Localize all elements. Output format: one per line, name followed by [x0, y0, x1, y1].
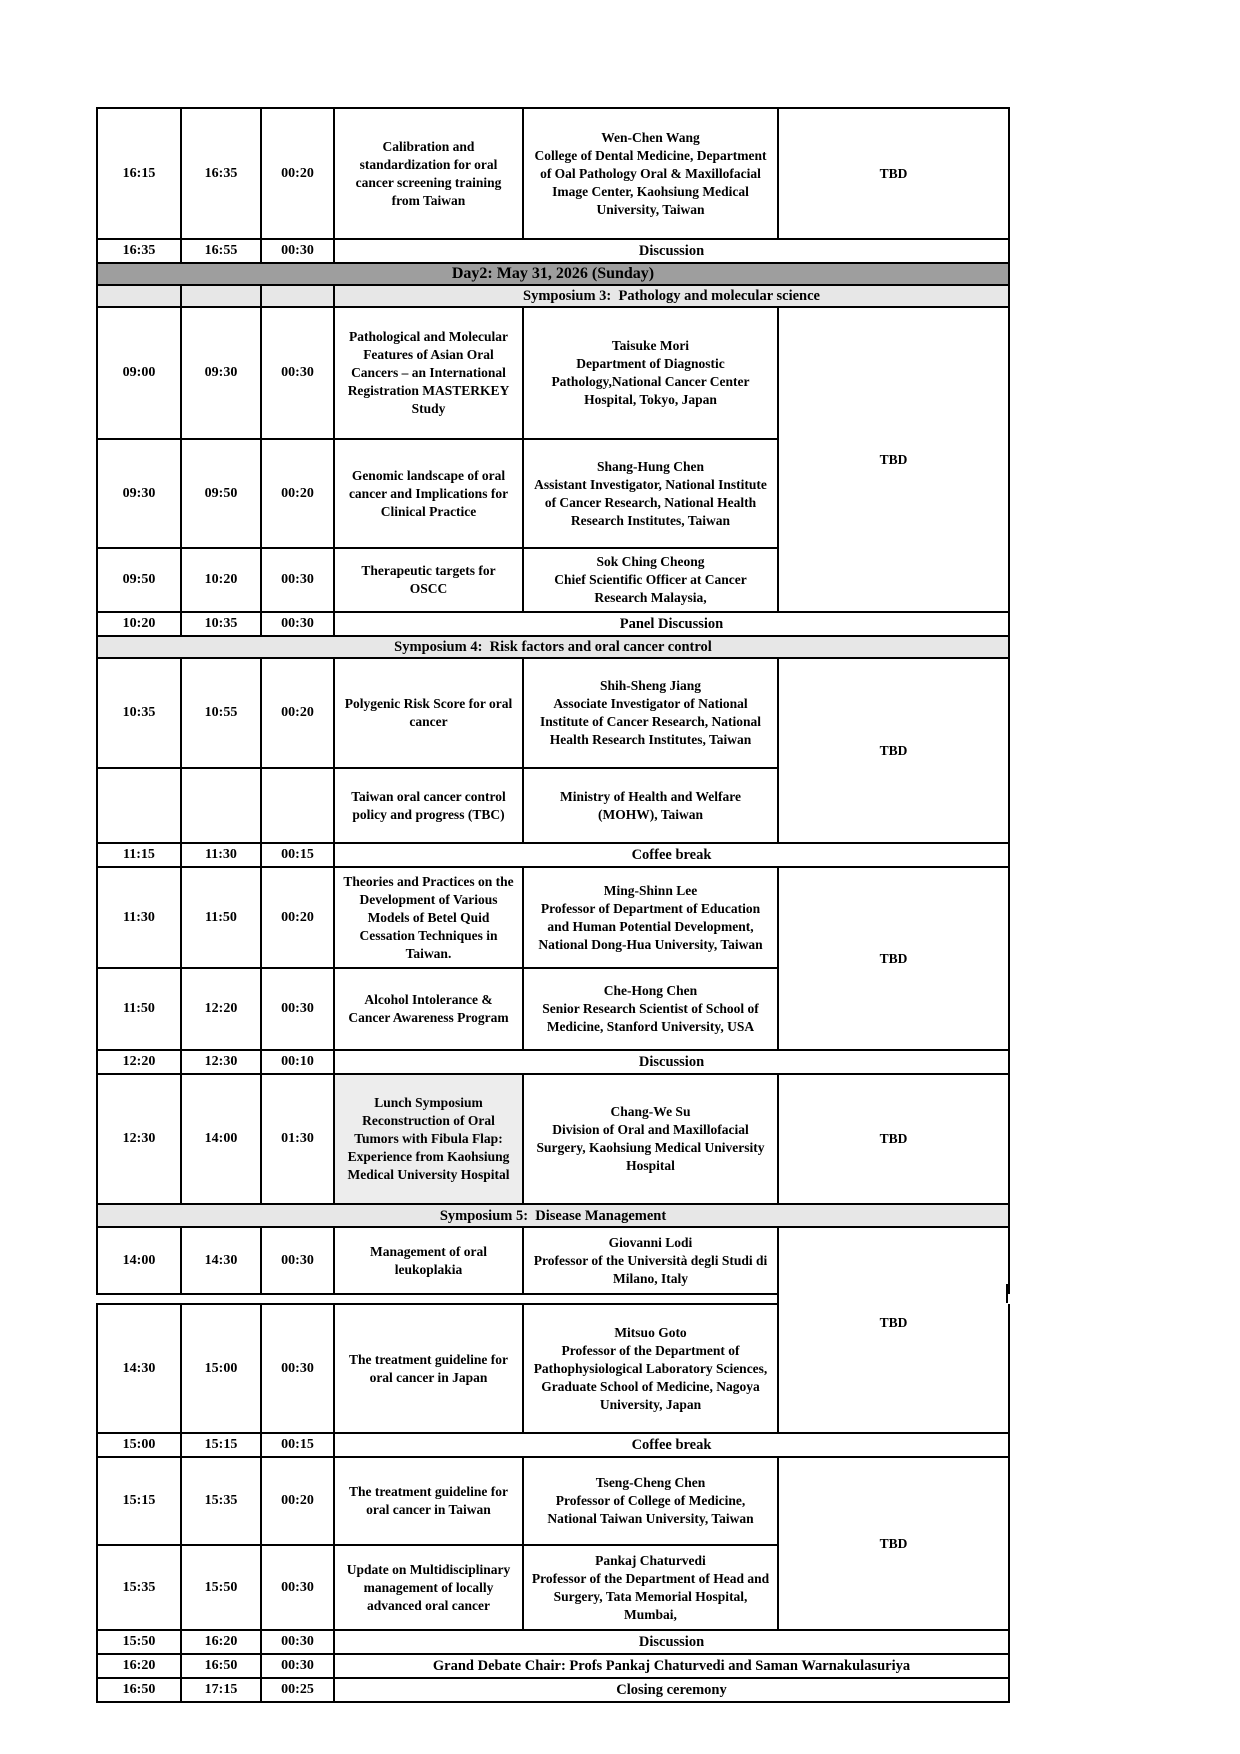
end-time: 09:50 — [181, 439, 261, 548]
tbd-cell: TBD — [778, 867, 1009, 1050]
speaker-affiliation: Division of Oral and Maxillofacial Surgery, Kaohsiung Medical University Hospital — [536, 1122, 765, 1173]
symposium4-header-row — [97, 636, 1009, 658]
speaker-cell — [523, 658, 778, 768]
end-time: 10:20 — [181, 548, 261, 612]
coffee-break-label: Coffee break — [334, 1433, 1009, 1457]
discussion-row-1550 — [97, 1630, 1009, 1654]
empty-cell — [97, 768, 181, 843]
session-title: Polygenic Risk Score for oral cancer — [334, 658, 523, 768]
speaker-name: Sok Ching Cheong — [596, 554, 705, 569]
speaker-name: Chang-We Su — [610, 1104, 691, 1119]
speaker-cell — [523, 1545, 778, 1630]
duration: 00:25 — [261, 1678, 334, 1702]
symposium4-header: Symposium 4: Risk factors and oral cancer control — [97, 636, 1009, 658]
session-title: Alcohol Intolerance & Cancer Awareness Program — [334, 968, 523, 1050]
speaker-affiliation: Professor of the Department of Pathophysiological Laboratory Sciences, Graduate School of Medicine, Nagoya University, Japan — [533, 1342, 768, 1412]
coffee-break-row-1115 — [97, 843, 1009, 867]
duration: 00:30 — [261, 1630, 334, 1654]
coffee-break-label: Coffee break — [334, 843, 1009, 867]
session-row-1400 — [97, 1227, 1009, 1294]
table-break-left-border — [777, 1284, 779, 1303]
day2-banner-row — [97, 263, 1009, 285]
grand-debate-row — [97, 1654, 1009, 1678]
tbd-cell: TBD — [778, 658, 1009, 843]
speaker-name: Pankaj Chaturvedi — [595, 1552, 706, 1568]
speaker-cell — [523, 548, 778, 612]
speaker-name: Ming-Shinn Lee — [603, 882, 698, 898]
session-title: Genomic landscape of oral cancer and Implications for Clinical Practice — [334, 439, 523, 548]
symposium5-header: Symposium 5: Disease Management — [97, 1204, 1009, 1227]
end-time: 16:55 — [181, 239, 261, 263]
duration: 00:30 — [261, 307, 334, 439]
duration: 01:30 — [261, 1074, 334, 1204]
speaker-affiliation: Department of Diagnostic Pathology,National Cancer Center Hospital, Tokyo, Japan — [551, 356, 750, 407]
tbd-cell-continued — [778, 1227, 1009, 1294]
start-time: 15:00 — [97, 1433, 181, 1457]
session-row-1130 — [97, 867, 1009, 968]
discussion-label: Discussion — [334, 239, 1009, 263]
symposium3-header: Symposium 3: Pathology and molecular science — [334, 285, 1009, 307]
session-title: Management of oral leukoplakia — [334, 1227, 523, 1294]
empty-cell — [97, 285, 181, 307]
symposium3-header-row — [97, 285, 1009, 307]
end-time: 16:35 — [181, 108, 261, 239]
session-row-1515 — [97, 1457, 1009, 1545]
end-time: 14:30 — [181, 1227, 261, 1294]
discussion-row-1220 — [97, 1050, 1009, 1074]
duration: 00:30 — [261, 548, 334, 612]
end-time: 14:00 — [181, 1074, 261, 1204]
start-time: 16:50 — [97, 1678, 181, 1702]
speaker-cell — [523, 439, 778, 548]
table-break-right-border — [1006, 1284, 1008, 1303]
start-time: 09:30 — [97, 439, 181, 548]
symposium5-header-row — [97, 1204, 1009, 1227]
duration: 00:15 — [261, 1433, 334, 1457]
duration: 00:30 — [261, 1227, 334, 1294]
duration: 00:10 — [261, 1050, 334, 1074]
session-title: Taiwan oral cancer control policy and progress (TBC) — [334, 768, 523, 843]
session-title: Update on Multidisciplinary management of locally advanced oral cancer — [334, 1545, 523, 1630]
session-title: Therapeutic targets for OSCC — [334, 548, 523, 612]
speaker-cell — [523, 1457, 778, 1545]
start-time: 14:30 — [97, 1304, 181, 1433]
duration: 00:20 — [261, 1457, 334, 1545]
speaker-cell — [523, 1074, 778, 1204]
speaker-name: Wen-Chen Wang — [601, 129, 700, 145]
start-time: 09:50 — [97, 548, 181, 612]
duration: 00:20 — [261, 658, 334, 768]
speaker-cell — [523, 307, 778, 439]
speaker-cell — [523, 108, 778, 239]
duration: 00:30 — [261, 968, 334, 1050]
speaker-name: Shih-Sheng Jiang — [600, 678, 701, 693]
duration: 00:20 — [261, 108, 334, 239]
end-time: 15:50 — [181, 1545, 261, 1630]
speaker-cell — [523, 1227, 778, 1294]
tbd-cell: TBD — [778, 108, 1009, 239]
grand-debate-label: Grand Debate Chair: Profs Pankaj Chaturvedi and Saman Warnakulasuriya — [334, 1654, 1009, 1678]
coffee-break-row-1500 — [97, 1433, 1009, 1457]
duration: 00:30 — [261, 1545, 334, 1630]
duration: 00:30 — [261, 612, 334, 636]
schedule-table-bottom — [96, 1303, 1010, 1703]
start-time: 12:30 — [97, 1074, 181, 1204]
speaker-affiliation: Professor of the Department of Head and Surgery, Tata Memorial Hospital, Mumbai, — [531, 1570, 770, 1622]
session-row-1615 — [97, 108, 1009, 239]
session-title: Pathological and Molecular Features of Asian Oral Cancers – an International Registration MASTERKEY Study — [334, 307, 523, 439]
speaker-cell — [523, 1304, 778, 1433]
speaker-name: Shang-Hung Chen — [597, 458, 704, 474]
start-time: 14:00 — [97, 1227, 181, 1294]
start-time: 15:50 — [97, 1630, 181, 1654]
closing-ceremony-label: Closing ceremony — [334, 1678, 1009, 1702]
end-time: 15:00 — [181, 1304, 261, 1433]
speaker-cell — [523, 768, 778, 843]
session-row-1230 — [97, 1074, 1009, 1204]
end-time: 10:55 — [181, 658, 261, 768]
discussion-row-1635 — [97, 239, 1009, 263]
discussion-label: Discussion — [334, 1630, 1009, 1654]
start-time: 10:20 — [97, 612, 181, 636]
tbd-cell: TBD — [778, 1304, 1009, 1433]
end-time: 16:50 — [181, 1654, 261, 1678]
end-time: 17:15 — [181, 1678, 261, 1702]
end-time: 12:30 — [181, 1050, 261, 1074]
duration: 00:30 — [261, 1304, 334, 1433]
speaker-affiliation: Professor of Department of Education and Human Potential Development, National Dong-Hua University, Taiwan — [538, 900, 763, 952]
end-time: 10:35 — [181, 612, 261, 636]
session-title: The treatment guideline for oral cancer in Taiwan — [334, 1457, 523, 1545]
end-time: 16:20 — [181, 1630, 261, 1654]
session-title: Lunch Symposium Reconstruction of Oral Tumors with Fibula Flap: Experience from Kaohsiung Medical University Hospital — [334, 1074, 523, 1204]
duration: 00:30 — [261, 239, 334, 263]
session-row-0900 — [97, 307, 1009, 439]
speaker-affiliation: Ministry of Health and Welfare (MOHW), Taiwan — [560, 788, 741, 822]
empty-cell — [261, 285, 334, 307]
speaker-name: Mitsuo Goto — [614, 1324, 687, 1340]
day-banner: Day2: May 31, 2026 (Sunday) — [97, 263, 1009, 285]
speaker-cell — [523, 968, 778, 1050]
end-time: 15:35 — [181, 1457, 261, 1545]
end-time: 11:30 — [181, 843, 261, 867]
tbd-cell: TBD — [778, 1457, 1009, 1630]
session-title: Calibration and standardization for oral cancer screening training from Taiwan — [334, 108, 523, 239]
duration: 00:20 — [261, 867, 334, 968]
tbd-cell: TBD — [778, 307, 1009, 612]
start-time: 16:35 — [97, 239, 181, 263]
start-time: 15:15 — [97, 1457, 181, 1545]
speaker-affiliation: Professor of the Università degli Studi di Milano, Italy — [533, 1252, 768, 1286]
speaker-name: Taisuke Mori — [611, 338, 690, 353]
end-time: 11:50 — [181, 867, 261, 968]
speaker-affiliation: Senior Research Scientist of School of Medicine, Stanford University, USA — [542, 1001, 759, 1034]
duration: 00:30 — [261, 1654, 334, 1678]
speaker-cell — [523, 867, 778, 968]
start-time: 11:30 — [97, 867, 181, 968]
tbd-cell: TBD — [778, 1074, 1009, 1204]
speaker-affiliation: Professor of College of Medicine, National Taiwan University, Taiwan — [547, 1493, 754, 1526]
empty-cell — [181, 285, 261, 307]
empty-cell — [261, 768, 334, 843]
speaker-affiliation: Assistant Investigator, National Institute of Cancer Research, National Health Research Institutes, Taiwan — [534, 476, 767, 528]
session-title: The treatment guideline for oral cancer in Japan — [334, 1304, 523, 1433]
start-time: 16:15 — [97, 108, 181, 239]
session-title: Theories and Practices on the Development of Various Models of Betel Quid Cessation Techniques in Taiwan. — [334, 867, 523, 968]
duration: 00:20 — [261, 439, 334, 548]
start-time: 12:20 — [97, 1050, 181, 1074]
discussion-label: Discussion — [334, 1050, 1009, 1074]
end-time: 12:20 — [181, 968, 261, 1050]
speaker-name: Giovanni Lodi — [608, 1234, 693, 1250]
session-row-1035 — [97, 658, 1009, 768]
schedule-table-top — [96, 107, 1010, 1295]
empty-cell — [181, 768, 261, 843]
speaker-affiliation: Chief Scientific Officer at Cancer Research Malaysia, — [554, 572, 747, 605]
closing-ceremony-row — [97, 1678, 1009, 1702]
start-time: 10:35 — [97, 658, 181, 768]
speaker-name: Tseng-Cheng Chen — [595, 1475, 706, 1490]
session-row-1430 — [97, 1304, 1009, 1433]
duration: 00:15 — [261, 843, 334, 867]
speaker-name: Che-Hong Chen — [603, 983, 698, 998]
panel-discussion-label: Panel Discussion — [334, 612, 1009, 636]
speaker-affiliation: Associate Investigator of National Institute of Cancer Research, National Health Research Institutes, Taiwan — [539, 696, 762, 747]
start-time: 11:15 — [97, 843, 181, 867]
end-time: 09:30 — [181, 307, 261, 439]
start-time: 16:20 — [97, 1654, 181, 1678]
start-time: 15:35 — [97, 1545, 181, 1630]
speaker-affiliation: College of Dental Medicine, Department of Oal Pathology Oral & Maxillofacial Image Center, Kaohsiung Medical University, Taiwan — [534, 147, 767, 217]
start-time: 09:00 — [97, 307, 181, 439]
start-time: 11:50 — [97, 968, 181, 1050]
end-time: 15:15 — [181, 1433, 261, 1457]
panel-discussion-row — [97, 612, 1009, 636]
